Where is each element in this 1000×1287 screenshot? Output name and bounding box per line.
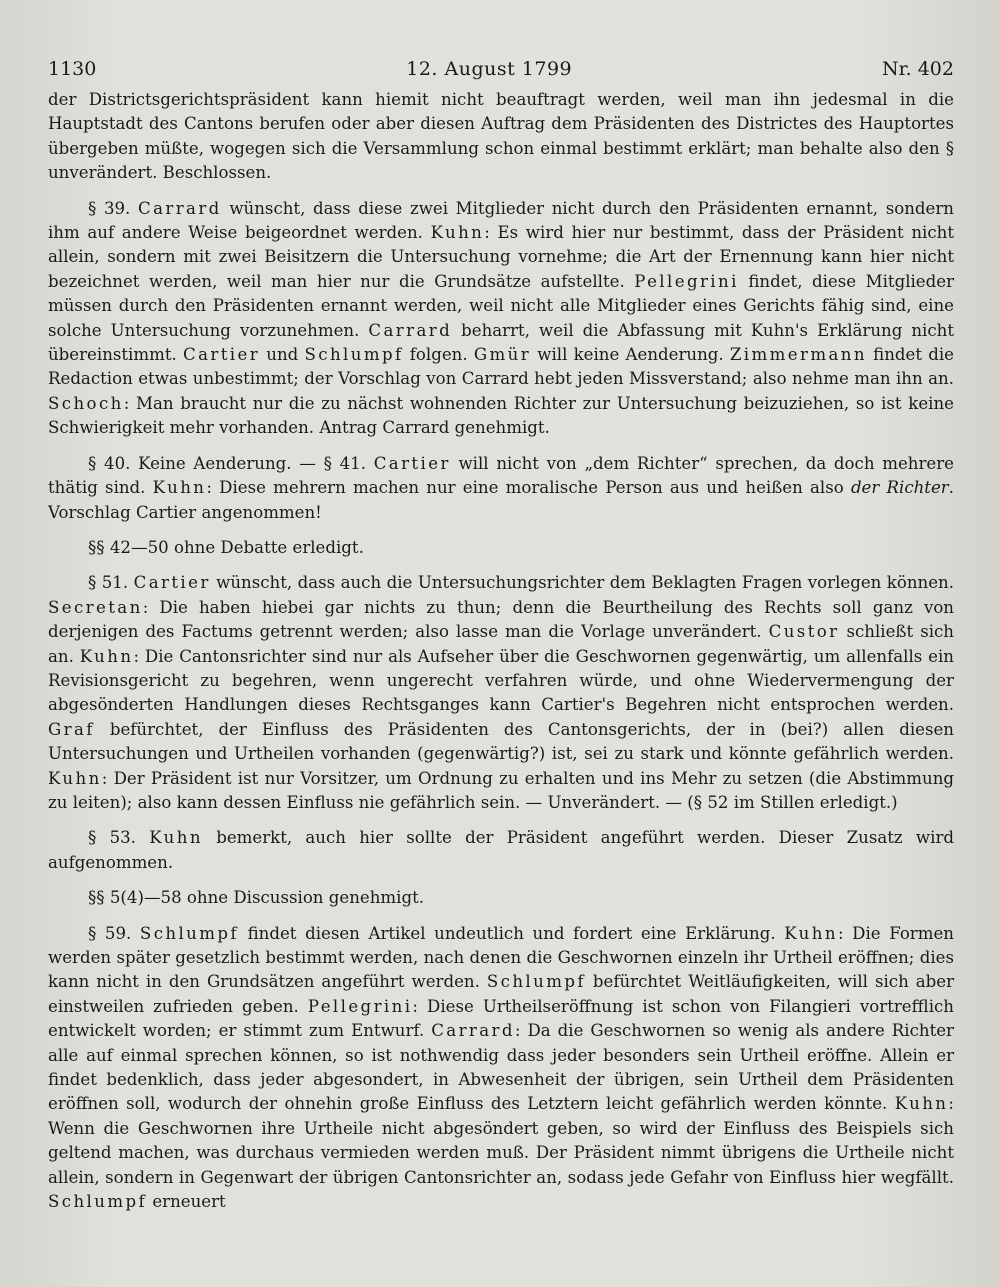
speaker-name: Custor xyxy=(768,622,840,642)
paragraph-text: will nicht von „dem Richter“ sprechen, da doch mehrere thätig sind. xyxy=(48,453,954,498)
speaker-name: Kuhn xyxy=(79,646,134,666)
speaker-name: Cartier xyxy=(183,345,261,365)
paragraph-text: und xyxy=(260,345,305,365)
emphasis-text: der Richter xyxy=(850,478,949,498)
paragraph-text: wünscht, dass auch die Untersuchungsrichter dem Beklagten Fragen vorlegen können. xyxy=(210,573,954,593)
speaker-name: Carrard xyxy=(431,1021,515,1041)
paragraph xyxy=(48,452,954,525)
speaker-name: Graf xyxy=(48,719,95,739)
paragraph-text: findet, diese Mitglieder müssen durch den Präsidenten ernannt werden, weil nicht alle Mitglieder eines Gerichts fähig sind, eine solche Untersuchung vorzunehmen. xyxy=(48,271,955,340)
paragraph-text: befürchtet, der Einfluss des Präsidenten des Cantonsgerichts, der in (bei?) allen diesen Untersuchungen und Urtheilen vorhanden (gegenwärtig?) ist, sei zu stark und könnte gefährlich werden. xyxy=(48,719,954,764)
paragraph-text: : Wenn die Geschwornen ihre Urtheile nicht abgesöndert geben, so wird der Einfluss des Beispiels sich geltend machen, was durchaus vermieden werden muß. Der Präsident nimmt übrigens die Urtheile nicht allein, sondern in Gegenwart der übrigen Cantonsrichter an, sodass jede Gefahr von Einfluss hier wegfällt. xyxy=(48,1094,954,1187)
paragraph-text: . Vorschlag Cartier angenommen! xyxy=(48,478,955,522)
paragraph xyxy=(48,826,954,875)
paragraph-text: befürchtet Weitläufigkeiten, will sich aber einstweilen zufrieden geben. xyxy=(48,972,954,1016)
speaker-name: Schlumpf xyxy=(304,345,404,365)
paragraph-text: der Districtsgerichtspräsident kann hiemit nicht beauftragt werden, weil man ihn jedesmal in die Hauptstadt des Cantons berufen oder aber diesen Auftrag dem Präsidenten des Districtes des Hauptortes übergeben müßte, wogegen sich die Versammlung schon einmal bestimmt erklärt; man behalte also den § unverändert. Beschlossen. xyxy=(48,90,954,183)
paragraph-text: : Es wird hier nur bestimmt, dass der Präsident nicht allein, sondern mit zwei Beisitzern die Untersuchung vornehme; die Art der Ernennung kann hier nicht bezeichnet werden, weil man hier nur die Grundsätze aufstellte. xyxy=(48,223,954,291)
speaker-name: Cartier xyxy=(373,453,451,473)
document-number: Nr. 402 xyxy=(882,58,954,80)
paragraph-text: folgen. xyxy=(403,345,474,365)
speaker-name: Carrard xyxy=(368,320,453,340)
speaker-name: Schlumpf xyxy=(48,1192,148,1212)
header-date: 12. August 1799 xyxy=(406,58,573,80)
paragraph-text: : Die Cantonsrichter sind nur als Aufseher über die Geschwornen gegenwärtig, um allenfalls ein Revisionsgericht zu begehren, wenn ungerecht verfahren würde, und ohne Wiedervermengung der abgesönderten Handlungen dieses Rechtsganges kann Cartier's Begehren nicht entsprochen werden. xyxy=(48,646,954,715)
document-body xyxy=(48,88,954,1214)
paragraph xyxy=(48,886,954,910)
speaker-name: Schoch xyxy=(48,393,124,413)
paragraph-text: § 39. xyxy=(88,198,138,218)
speaker-name: Pellegrini xyxy=(634,271,739,291)
speaker-name: Kuhn xyxy=(149,828,203,848)
paragraph-text: : Diese Urtheilseröffnung ist schon von Filangieri vortrefflich entwickelt worden; er stimmt zum Entwurf. xyxy=(48,996,954,1041)
speaker-name: Schlumpf xyxy=(486,972,586,992)
paragraph-text: : Da die Geschwornen so wenig als andere Richter alle auf einmal sprechen können, so ist nothwendig dass jeder besonders sein Urtheil eröffne. Allein er findet bedenklich, dass jeder abgesondert, in Abwesenheit der übrigen, sein Urtheil dem Präsidenten eröffnen soll, wodurch der ohnehin große Einfluss des Letztern leicht gefährlich werden könnte. xyxy=(48,1021,954,1114)
paragraph xyxy=(48,197,954,441)
paragraph-text: : Man braucht nur die zu nächst wohnenden Richter zur Untersuchung beizuziehen, so ist keine Schwierigkeit mehr vorhanden. Antrag Carrard genehmigt. xyxy=(48,393,954,438)
page-header xyxy=(48,58,954,80)
speaker-name: Kuhn xyxy=(894,1094,949,1114)
speaker-name: Pellegrini xyxy=(307,996,413,1016)
paragraph-text: findet die Redaction etwas unbestimmt; der Vorschlag von Carrard hebt jeden Missverstand; also nehme man ihn an. xyxy=(48,345,954,389)
paragraph-text: § 53. xyxy=(88,828,150,848)
speaker-name: Kuhn xyxy=(48,768,102,788)
paragraph-text: will keine Aenderung. xyxy=(531,345,730,365)
speaker-name: Cartier xyxy=(133,573,211,593)
paragraph-text: findet diesen Artikel undeutlich und fordert eine Erklärung. xyxy=(238,923,785,943)
paragraph-text: : Der Präsident ist nur Vorsitzer, um Ordnung zu erhalten und ins Mehr zu setzen (die Abstimmung zu leiten); also kann dessen Einfluss nie gefährlich sein. — Unverändert. — (§ 52 im Stillen erledigt.) xyxy=(48,768,954,812)
paragraph xyxy=(48,922,954,1215)
paragraph-text: bemerkt, auch hier sollte der Präsident angeführt werden. Dieser Zusatz wird aufgenommen. xyxy=(48,828,954,872)
speaker-name: Kuhn xyxy=(430,223,485,243)
speaker-name: Secretan xyxy=(48,597,143,617)
speaker-name: Gmür xyxy=(473,345,532,365)
speaker-name: Kuhn xyxy=(784,923,838,943)
paragraph xyxy=(48,88,954,186)
page-number: 1130 xyxy=(48,58,97,80)
paragraph xyxy=(48,536,954,560)
paragraph-text: § 59. xyxy=(88,923,140,943)
paragraph-text: § 40. Keine Aenderung. — § 41. xyxy=(88,453,374,473)
speaker-name: Carrard xyxy=(138,198,222,218)
paragraph-text: : Diese mehrern machen nur eine moralische Person aus und heißen also xyxy=(206,478,851,498)
paragraph-text: beharrt, weil die Abfassung mit Kuhn's Erklärung nicht übereinstimmt. xyxy=(48,320,954,365)
paragraph-text: schließt sich an. xyxy=(48,622,954,666)
paragraph xyxy=(48,571,954,815)
paragraph-text: erneuert xyxy=(147,1192,226,1212)
paragraph-text: wünscht, dass diese zwei Mitglieder nicht durch den Präsidenten ernannt, sondern ihm auf andere Weise beigeordnet werden. xyxy=(48,198,954,243)
paragraph-text: §§ 5(4)—58 ohne Discussion genehmigt. xyxy=(88,888,425,908)
speaker-name: Schlumpf xyxy=(139,923,239,943)
speaker-name: Zimmermann xyxy=(729,345,867,365)
paragraph-text: §§ 42—50 ohne Debatte erledigt. xyxy=(88,537,364,557)
paragraph-text: : Die haben hiebei gar nichts zu thun; denn die Beurtheilung des Rechts soll ganz von derjenigen des Factums getrennt werden; also lasse man die Vorlage unverändert. xyxy=(48,597,954,642)
paragraph-text: § 51. xyxy=(88,573,134,593)
speaker-name: Kuhn xyxy=(152,478,207,498)
paragraph-text: : Die Formen werden später gesetzlich bestimmt werden, nach denen die Geschwornen einzeln ihr Urtheil eröffnen; dies kann nicht in den Grundsätzen angeführt werden. xyxy=(48,923,954,992)
